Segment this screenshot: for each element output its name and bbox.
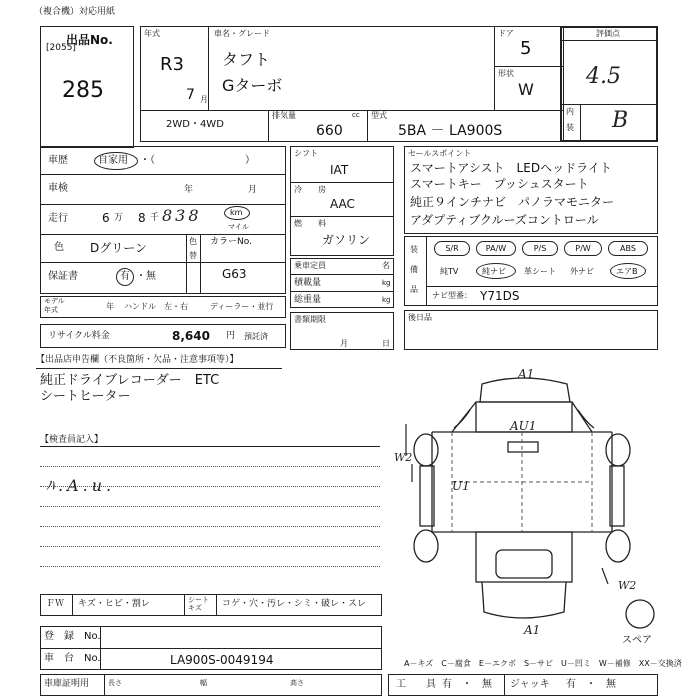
color-no-label: カラーNo. [210, 237, 252, 247]
nav-model: Y71DS [480, 289, 520, 303]
ac-value: AAC [330, 197, 355, 211]
inspector-handwritten: ﾊ.A.u. [46, 476, 116, 495]
sales-line-3: 純正９インチナビ パノラマモニター [410, 195, 615, 209]
rear-box [404, 310, 658, 350]
equip-extnav: 外ナビ [570, 267, 594, 276]
capacity-unit: 名 [382, 261, 390, 270]
mark-left: W2 [394, 451, 413, 464]
score-value: 4.5 [586, 64, 621, 89]
warranty-no: ・無 [136, 271, 156, 282]
displacement-unit: cc [352, 111, 360, 119]
sales-line-2: スマートキー プッシュスタート [410, 177, 589, 191]
year-value: R3 [160, 54, 184, 75]
color-change-1: 色 [189, 237, 197, 246]
displacement-value: 660 [316, 123, 343, 139]
score-label: 評価点 [596, 29, 620, 38]
interior-label-1: 内 [566, 107, 574, 116]
seller-note-2: シートヒーター [40, 389, 131, 404]
color-no: G63 [222, 267, 247, 281]
doors-value: 5 [520, 38, 532, 59]
equip-airbag: エアB [616, 267, 638, 276]
mileage-label: 走行 [48, 213, 68, 224]
ac-label-1: 冷 [294, 185, 302, 194]
warranty-yes: 有 [120, 271, 130, 282]
car-diagram [392, 362, 688, 658]
mark-rear: A1 [524, 623, 541, 637]
equip-nav: 純ナビ [482, 267, 506, 276]
chassis-label: 車 台 No. [44, 653, 101, 664]
tools-value: 有 ・ 無 [442, 679, 492, 690]
mark-front: A1 [518, 367, 535, 381]
equip-sr: S/R [434, 241, 470, 256]
equip-label-3: 品 [410, 285, 418, 294]
car-grade: Gターボ [222, 76, 283, 95]
docs-label: 書類期限 [294, 315, 326, 324]
fw-item-2: シート キズ [188, 596, 209, 612]
inspector-label: 【検査員記入】 [40, 435, 104, 445]
fw-label: ＦＷ [46, 599, 65, 609]
equip-paw: PA/W [476, 241, 516, 256]
shift-label: シフト [294, 149, 318, 158]
history-label: 車歴 [48, 155, 68, 166]
form-title: （複合機）対応用紙 [34, 7, 116, 17]
fw-item-1: キズ・ヒビ・割レ [78, 599, 150, 609]
drive-type: 2WD・4WD [166, 119, 224, 130]
model-label-2: 年式 [44, 306, 58, 314]
warranty-label: 保証書 [48, 271, 78, 282]
handle-side: ハンドル 左・右 [124, 302, 188, 311]
mark-door: U1 [452, 479, 470, 493]
fuel-label-2: 料 [318, 219, 326, 228]
body-value: W [518, 80, 534, 99]
equip-label-1: 装 [410, 245, 418, 254]
equip-pw: P/W [564, 241, 602, 256]
cert-height: 高さ [290, 679, 304, 687]
weight-unit: kg [382, 296, 391, 304]
inspection-label: 車検 [48, 183, 68, 194]
dealer-type: ディーラー・並行 [210, 302, 274, 311]
year-label: 年式 [144, 29, 160, 38]
seller-notes-label: 【出品店申告欄（不良箇所・欠品・注意事項等）】 [36, 355, 239, 365]
garage-cert-label: 車庫証明用 [44, 679, 90, 689]
month-unit: 月 [200, 95, 208, 104]
ac-label-2: 房 [318, 185, 326, 194]
model-label-1: モデル [44, 297, 65, 305]
model-year-unit: 年 [106, 302, 114, 311]
mark-right-rear: W2 [618, 579, 637, 592]
mileage-unit-mile: マイル [228, 223, 249, 231]
capacity-label: 乗車定員 [294, 261, 326, 270]
fw-item-3: コゲ・穴・汚レ・シミ・破レ・スレ [222, 599, 367, 609]
equip-tv: 純TV [440, 267, 459, 276]
recycle-note: 預託済 [244, 332, 268, 341]
inspection-year: 年 [184, 185, 194, 195]
sales-label: セールスポイント [408, 149, 472, 158]
load-label: 積載量 [294, 278, 322, 288]
recycle-amount: 8,640 [172, 329, 210, 343]
docs-day: 日 [382, 339, 390, 348]
name-label: 車名・グレード [214, 29, 270, 38]
garage-cert-box [40, 674, 382, 696]
docs-month: 月 [340, 339, 348, 348]
mileage-unit-km: km [230, 208, 243, 217]
color-value: Dグリーン [90, 241, 148, 255]
recycle-label: リサイクル料金 [48, 331, 110, 341]
lot-stamp: [2055] [46, 43, 76, 53]
sales-line-4: アダプティブクルーズコントロール [410, 213, 599, 227]
interior-label-2: 装 [566, 123, 574, 132]
equip-label-2: 備 [410, 265, 418, 274]
model-label: 型式 [371, 111, 387, 120]
cert-length: 長さ [108, 679, 122, 687]
spare-label: スペア [622, 635, 652, 646]
body-label: 形状 [498, 69, 514, 78]
damage-legend: A－キズ C－腐食 E－エクボ S－サビ U－凹ミ W－補修 XX－交換済 [404, 659, 682, 668]
nav-model-label: ナビ型番： [432, 291, 472, 300]
history-suffix: ・（ ） [140, 155, 255, 166]
month-value: 7 [186, 87, 195, 103]
interior-score: B [612, 108, 629, 133]
recycle-unit: 円 [226, 331, 236, 341]
rear-label: 後日品 [408, 313, 432, 322]
registration-label: 登 録 No. [44, 631, 101, 642]
mileage-man-unit: 万 [114, 213, 124, 223]
load-unit: kg [382, 279, 391, 287]
sales-line-1: スマートアシスト LEDヘッドライト [410, 161, 612, 175]
equip-leather: 革シート [524, 267, 556, 276]
mileage-sen: 8 [138, 211, 146, 225]
mileage-man: 6 [102, 211, 110, 225]
mileage-sen-unit: 千 [150, 213, 160, 223]
model-value: 5BA － LA900S [398, 123, 503, 139]
color-label: 色 [54, 242, 64, 253]
mark-hood: AU1 [510, 419, 537, 433]
car-name: タフト [222, 50, 271, 69]
chassis-number: LA900S-0049194 [170, 653, 274, 667]
lot-number: 285 [62, 78, 104, 103]
jack-label: ジャッキ [510, 679, 550, 690]
inspection-month: 月 [248, 185, 258, 195]
tools-label: 工 具 [396, 679, 436, 690]
color-change-2: 替 [189, 251, 197, 260]
fuel-value: ガソリン [322, 233, 371, 247]
lot-label: 出品No. [66, 33, 113, 47]
equip-abs: ABS [608, 241, 648, 256]
cert-width: 幅 [200, 679, 207, 687]
history-value: 自家用 [98, 155, 128, 166]
seller-note-1: 純正ドライブレコーダー ETC [40, 373, 220, 388]
weight-label: 総重量 [294, 295, 322, 305]
fuel-label-1: 燃 [294, 219, 302, 228]
equip-ps: P/S [522, 241, 558, 256]
displacement-label: 排気量 [272, 111, 296, 120]
mileage-handwritten: 838 [162, 206, 202, 225]
jack-value: 有 ・ 無 [566, 679, 616, 690]
doors-label: ドア [498, 29, 514, 38]
shift-value: IAT [330, 163, 349, 177]
